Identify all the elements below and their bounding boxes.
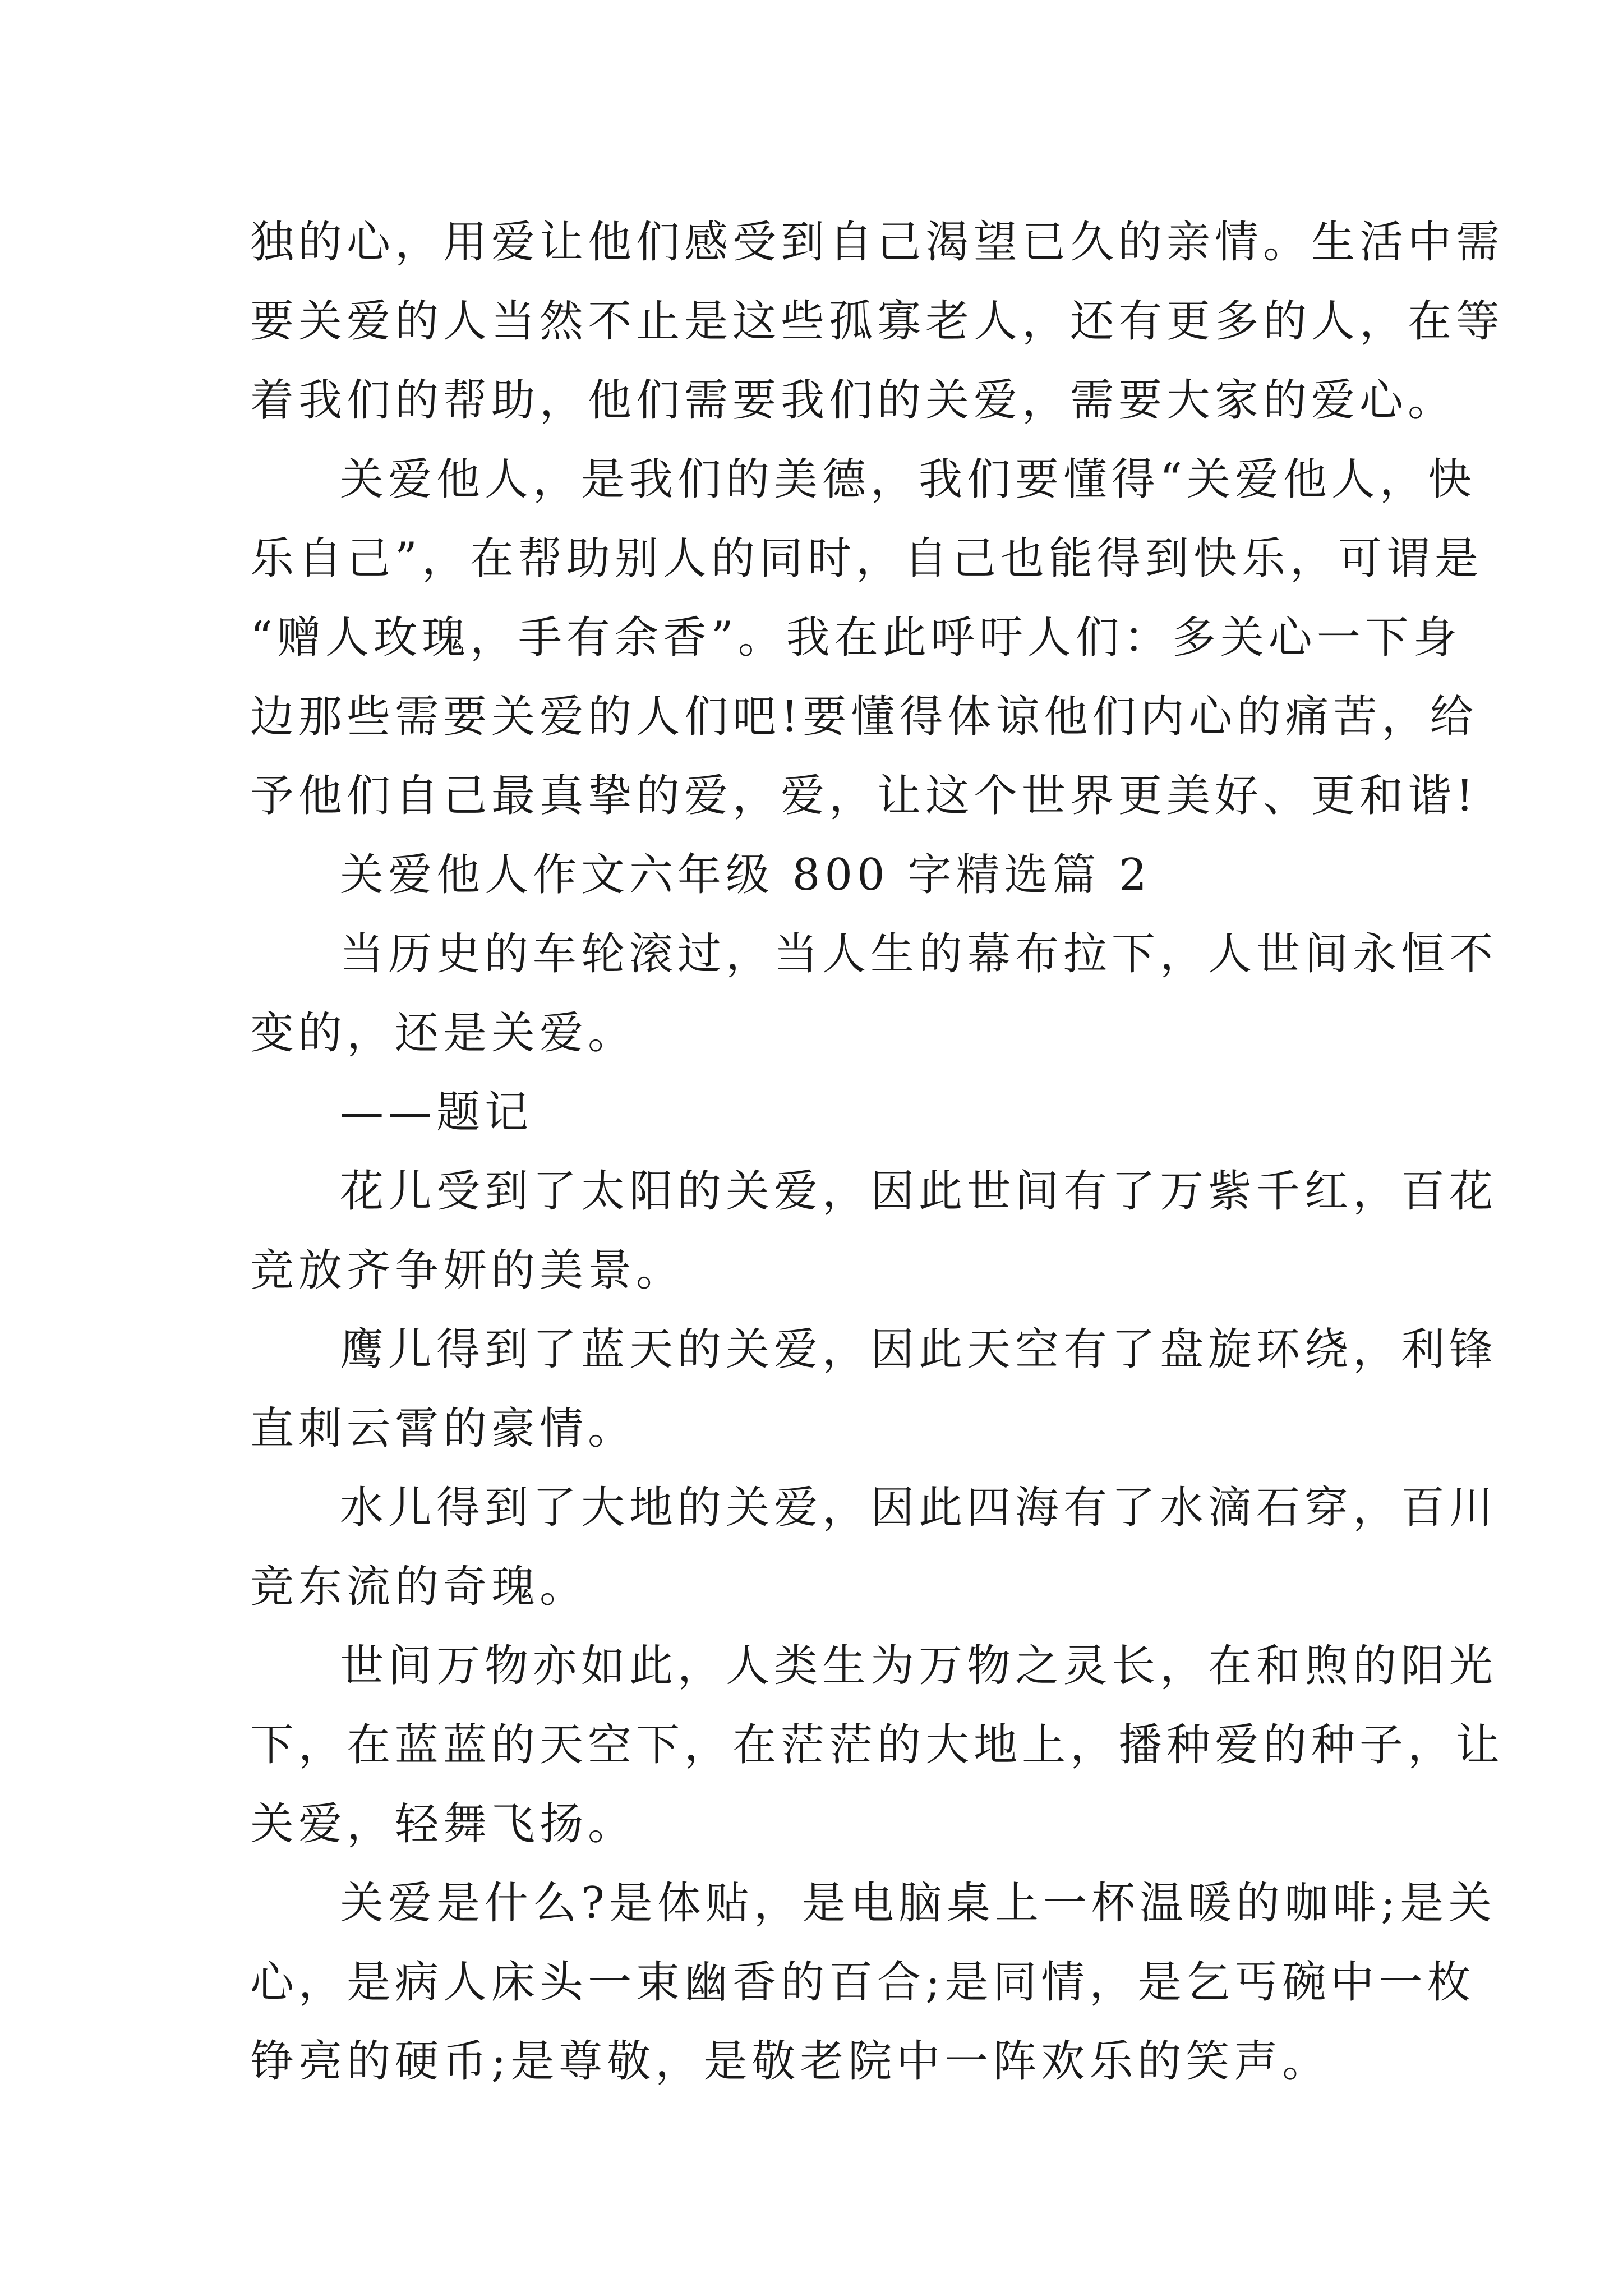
paragraph-start-line: 关爱是什么?是体贴，是电脑桌上一杯温暖的咖啡;是关 — [340, 1878, 1497, 1929]
text-line: 变的，还是关爱。 — [250, 1008, 637, 1059]
paragraph-start-line: 当历史的车轮滚过，当人生的幕布拉下，人世间永恒不 — [340, 929, 1498, 979]
paragraph-start-line: 关爱他人，是我们的美德，我们要懂得“关爱他人，快 — [340, 454, 1476, 505]
text-line: 着我们的帮助，他们需要我们的关爱，需要大家的爱心。 — [250, 375, 1456, 426]
epigraph-attribution: ——题记 — [340, 1087, 533, 1138]
text-line: 边那些需要关爱的人们吧!要懂得体谅他们内心的痛苦，给 — [250, 692, 1478, 742]
text-line: “赠人玫瑰，手有余香”。我在此呼吁人们：多关心一下身 — [250, 613, 1461, 663]
text-line: 竞放齐争妍的美景。 — [250, 1245, 685, 1296]
document-body — [250, 203, 1505, 2101]
text-line: 下，在蓝蓝的天空下，在茫茫的大地上，播种爱的种子，让 — [250, 1720, 1505, 1770]
text-line: 心，是病人床头一束幽香的百合;是同情，是乞丐碗中一枚 — [250, 1957, 1476, 2008]
paragraph-start-line: 世间万物亦如此，人类生为万物之灵长，在和煦的阳光 — [340, 1641, 1498, 1691]
text-line: 直刺云霄的豪情。 — [250, 1404, 637, 1454]
text-line: 独的心，用爱让他们感受到自己渴望已久的亲情。生活中需 — [250, 217, 1505, 268]
text-line: 予他们自己最真挚的爱，爱，让这个世界更美好、更和谐! — [250, 771, 1478, 821]
paragraph-start-line: 花儿受到了太阳的关爱，因此世间有了万紫千红，百花 — [340, 1166, 1498, 1217]
section-heading: 关爱他人作文六年级 800 字精选篇 2 — [340, 850, 1151, 900]
text-line: 要关爱的人当然不止是这些孤寡老人，还有更多的人，在等 — [250, 296, 1505, 347]
text-line: 乐自己”，在帮助别人的同时，自己也能得到快乐，可谓是 — [250, 533, 1483, 584]
text-line: 关爱，轻舞飞扬。 — [250, 1799, 637, 1849]
paragraph-start-line: 鹰儿得到了蓝天的关爱，因此天空有了盘旋环绕，利锋 — [340, 1324, 1498, 1375]
text-line: 铮亮的硬币;是尊敬，是敬老院中一阵欢乐的笑声。 — [250, 2036, 1331, 2087]
paragraph-start-line: 水儿得到了大地的关爱，因此四海有了水滴石穿，百川 — [340, 1483, 1498, 1533]
text-line: 竞东流的奇瑰。 — [250, 1562, 588, 1612]
